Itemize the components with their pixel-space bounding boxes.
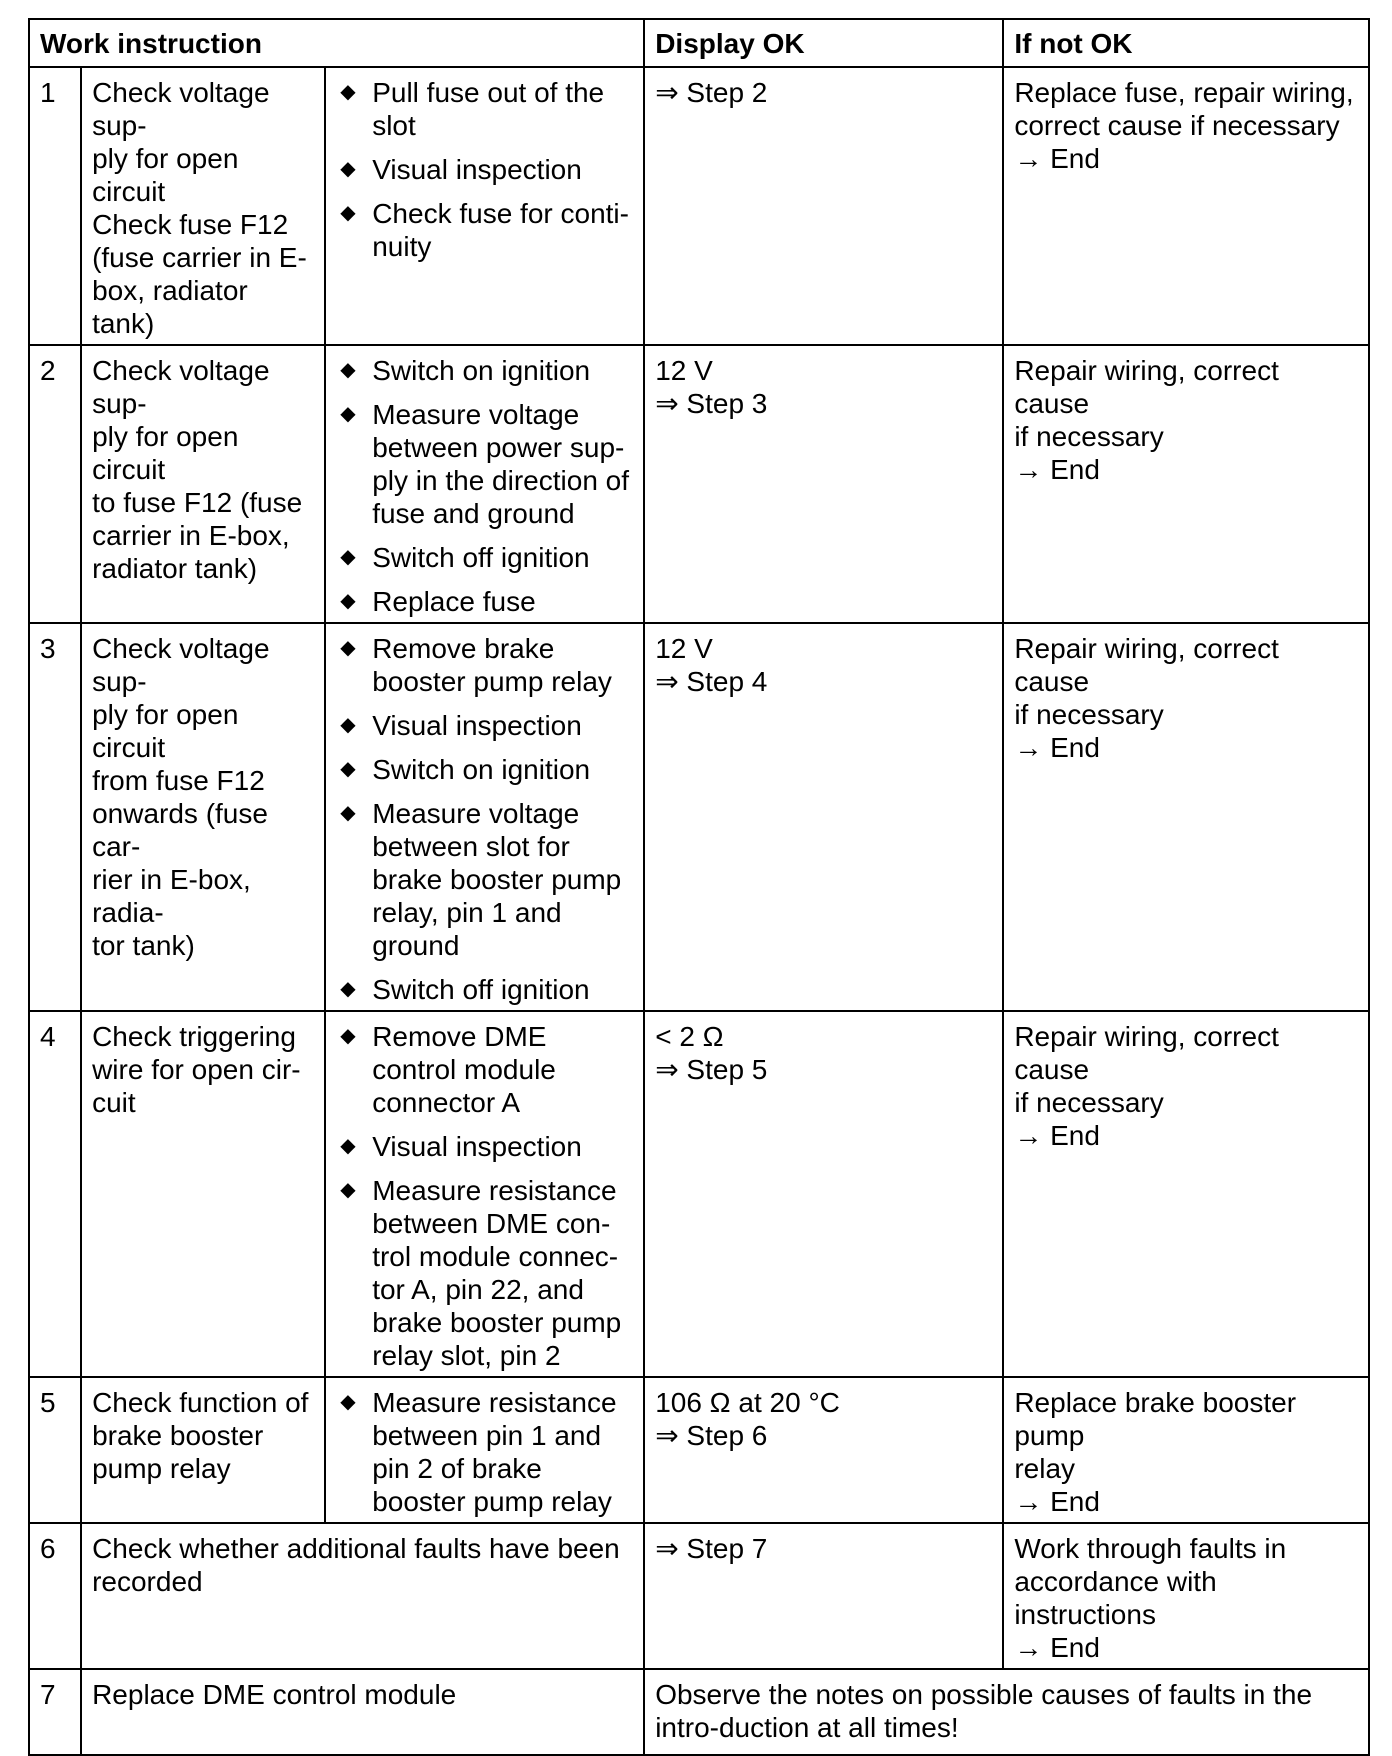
display-line: 106 Ω at 20 °C	[655, 1387, 840, 1418]
action-item: ◆ Replace fuse	[340, 586, 536, 617]
desc-line: tor tank)	[92, 930, 195, 961]
step-number: 6	[29, 1523, 81, 1669]
table-row	[29, 623, 1369, 1011]
step-number: 1	[29, 67, 81, 345]
not-ok-line: Work through faults in	[1014, 1533, 1287, 1564]
diamond-bullet-icon: ◆	[340, 714, 356, 736]
table-row	[29, 1011, 1369, 1377]
display-line: 12 V	[655, 633, 713, 664]
desc-line: (fuse carrier in E-	[92, 242, 307, 273]
display-ok-cell	[644, 623, 1003, 1011]
if-not-ok-cell	[1003, 1523, 1369, 1669]
not-ok-line: → End	[1014, 732, 1100, 763]
display-ok-cell	[644, 1523, 1003, 1669]
action-item: ◆ Visual inspection	[340, 154, 582, 185]
table-row	[29, 1669, 1369, 1755]
diamond-bullet-icon: ◆	[340, 1391, 356, 1413]
diamond-bullet-icon: ◆	[340, 978, 356, 1000]
action-item: ◆ Measure resistance between DME con-trol module connec-tor A, pin 22, and brake booster pump relay slot, pin 2	[340, 1175, 622, 1371]
diamond-bullet-icon: ◆	[340, 359, 356, 381]
action-item: ◆ Measure voltage between slot for brake booster pump relay, pin 1 and ground	[340, 798, 622, 961]
not-ok-line: → End	[1014, 143, 1100, 174]
step-number: 4	[29, 1011, 81, 1377]
desc-line: Check voltage sup-	[92, 77, 270, 141]
not-ok-line: if necessary	[1014, 699, 1164, 730]
note-cell: Observe the notes on possible causes of faults in the intro-duction at all times!	[644, 1669, 1369, 1755]
display-ok-cell	[644, 1011, 1003, 1377]
action-item: ◆ Switch off ignition	[340, 974, 590, 1005]
step-actions	[325, 1011, 644, 1377]
action-item: ◆ Visual inspection	[340, 1131, 582, 1162]
not-ok-line: Repair wiring, correct cause	[1014, 1021, 1279, 1085]
display-line: ⇒ Step 7	[655, 1533, 768, 1564]
action-item: ◆ Remove DME control module connector A	[340, 1021, 556, 1118]
table-row	[29, 345, 1369, 623]
not-ok-line: if necessary	[1014, 421, 1164, 452]
not-ok-line: → End	[1014, 1486, 1100, 1517]
display-ok-cell	[644, 1377, 1003, 1523]
diamond-bullet-icon: ◆	[340, 802, 356, 824]
table-row	[29, 1377, 1369, 1523]
not-ok-line: correct cause if necessary	[1014, 110, 1340, 141]
step-description	[81, 345, 325, 623]
display-line: 12 V	[655, 355, 713, 386]
table-header-row	[29, 19, 1369, 67]
diamond-bullet-icon: ◆	[340, 403, 356, 425]
display-ok-cell	[644, 67, 1003, 345]
display-line: ⇒ Step 2	[655, 77, 768, 108]
step-description	[81, 1011, 325, 1377]
step-description: Check whether additional faults have been recorded	[81, 1523, 644, 1669]
table-row	[29, 67, 1369, 345]
action-item: ◆ Switch on ignition	[340, 355, 591, 386]
desc-line: ply for open circuit	[92, 143, 239, 207]
desc-line: cuit	[92, 1087, 136, 1118]
step-actions	[325, 623, 644, 1011]
table-row	[29, 1523, 1369, 1669]
diamond-bullet-icon: ◆	[340, 637, 356, 659]
desc-line: brake booster	[92, 1420, 264, 1451]
display-line: ⇒ Step 3	[655, 388, 768, 419]
not-ok-line: Replace brake booster pump	[1014, 1387, 1297, 1451]
desc-line: ply for open circuit	[92, 421, 239, 485]
desc-line: ply for open circuit	[92, 699, 239, 763]
diamond-bullet-icon: ◆	[340, 81, 356, 103]
diamond-bullet-icon: ◆	[340, 1135, 356, 1157]
action-item: ◆ Measure voltage between power sup-ply in the direction of fuse and ground	[340, 399, 630, 529]
display-line: ⇒ Step 5	[655, 1054, 768, 1085]
not-ok-line: Repair wiring, correct cause	[1014, 355, 1279, 419]
step-number: 2	[29, 345, 81, 623]
desc-line: Check triggering	[92, 1021, 296, 1052]
step-description: Replace DME control module	[81, 1669, 644, 1755]
diamond-bullet-icon: ◆	[340, 546, 356, 568]
diamond-bullet-icon: ◆	[340, 158, 356, 180]
not-ok-line: Replace fuse, repair wiring,	[1014, 77, 1354, 108]
action-item: ◆ Remove brake booster pump relay	[340, 633, 612, 697]
diamond-bullet-icon: ◆	[340, 758, 356, 780]
if-not-ok-cell	[1003, 1011, 1369, 1377]
desc-line: rier in E-box, radia-	[92, 864, 251, 928]
not-ok-line: Repair wiring, correct cause	[1014, 633, 1279, 697]
display-line: ⇒ Step 6	[655, 1420, 768, 1451]
step-actions	[325, 67, 644, 345]
not-ok-line: → End	[1014, 1632, 1100, 1663]
step-actions	[325, 1377, 644, 1523]
if-not-ok-cell	[1003, 345, 1369, 623]
action-item: ◆ Measure resistance between pin 1 and pin 2 of brake booster pump relay	[340, 1387, 617, 1517]
desc-line: to fuse F12 (fuse	[92, 487, 303, 518]
action-item: ◆ Switch off ignition	[340, 542, 590, 573]
step-description	[81, 1377, 325, 1523]
desc-line: carrier in E-box,	[92, 520, 290, 551]
header-work-instruction: Work instruction	[29, 19, 644, 67]
desc-line: from fuse F12	[92, 765, 265, 796]
display-ok-cell	[644, 345, 1003, 623]
desc-line: Check voltage sup-	[92, 633, 270, 697]
desc-line: wire for open cir-	[92, 1054, 301, 1085]
header-display-ok: Display OK	[644, 19, 1003, 67]
not-ok-line: → End	[1014, 1120, 1100, 1151]
if-not-ok-cell	[1003, 67, 1369, 345]
not-ok-line: relay	[1014, 1453, 1076, 1484]
desc-line: Check fuse F12	[92, 209, 289, 240]
desc-line: radiator tank)	[92, 553, 258, 584]
display-line: ⇒ Step 4	[655, 666, 768, 697]
action-item: ◆ Check fuse for conti-nuity	[340, 198, 629, 262]
step-number: 5	[29, 1377, 81, 1523]
display-line: < 2 Ω	[655, 1021, 724, 1052]
header-if-not-ok: If not OK	[1003, 19, 1369, 67]
step-number: 7	[29, 1669, 81, 1755]
diamond-bullet-icon: ◆	[340, 1025, 356, 1047]
step-description	[81, 623, 325, 1011]
desc-line: Check function of	[92, 1387, 309, 1418]
not-ok-line: accordance with instructions	[1014, 1566, 1217, 1630]
diamond-bullet-icon: ◆	[340, 202, 356, 224]
if-not-ok-cell	[1003, 623, 1369, 1011]
work-instruction-table	[28, 18, 1370, 1756]
desc-line: pump relay	[92, 1453, 231, 1484]
not-ok-line: → End	[1014, 454, 1100, 485]
action-item: ◆ Switch on ignition	[340, 754, 591, 785]
step-actions	[325, 345, 644, 623]
action-item: ◆ Visual inspection	[340, 710, 582, 741]
action-item: ◆ Pull fuse out of the slot	[340, 77, 605, 141]
desc-line: onwards (fuse car-	[92, 798, 268, 862]
if-not-ok-cell	[1003, 1377, 1369, 1523]
diamond-bullet-icon: ◆	[340, 1179, 356, 1201]
desc-line: Check voltage sup-	[92, 355, 270, 419]
desc-line: box, radiator tank)	[92, 275, 248, 339]
step-description	[81, 67, 325, 345]
step-number: 3	[29, 623, 81, 1011]
diamond-bullet-icon: ◆	[340, 590, 356, 612]
not-ok-line: if necessary	[1014, 1087, 1164, 1118]
